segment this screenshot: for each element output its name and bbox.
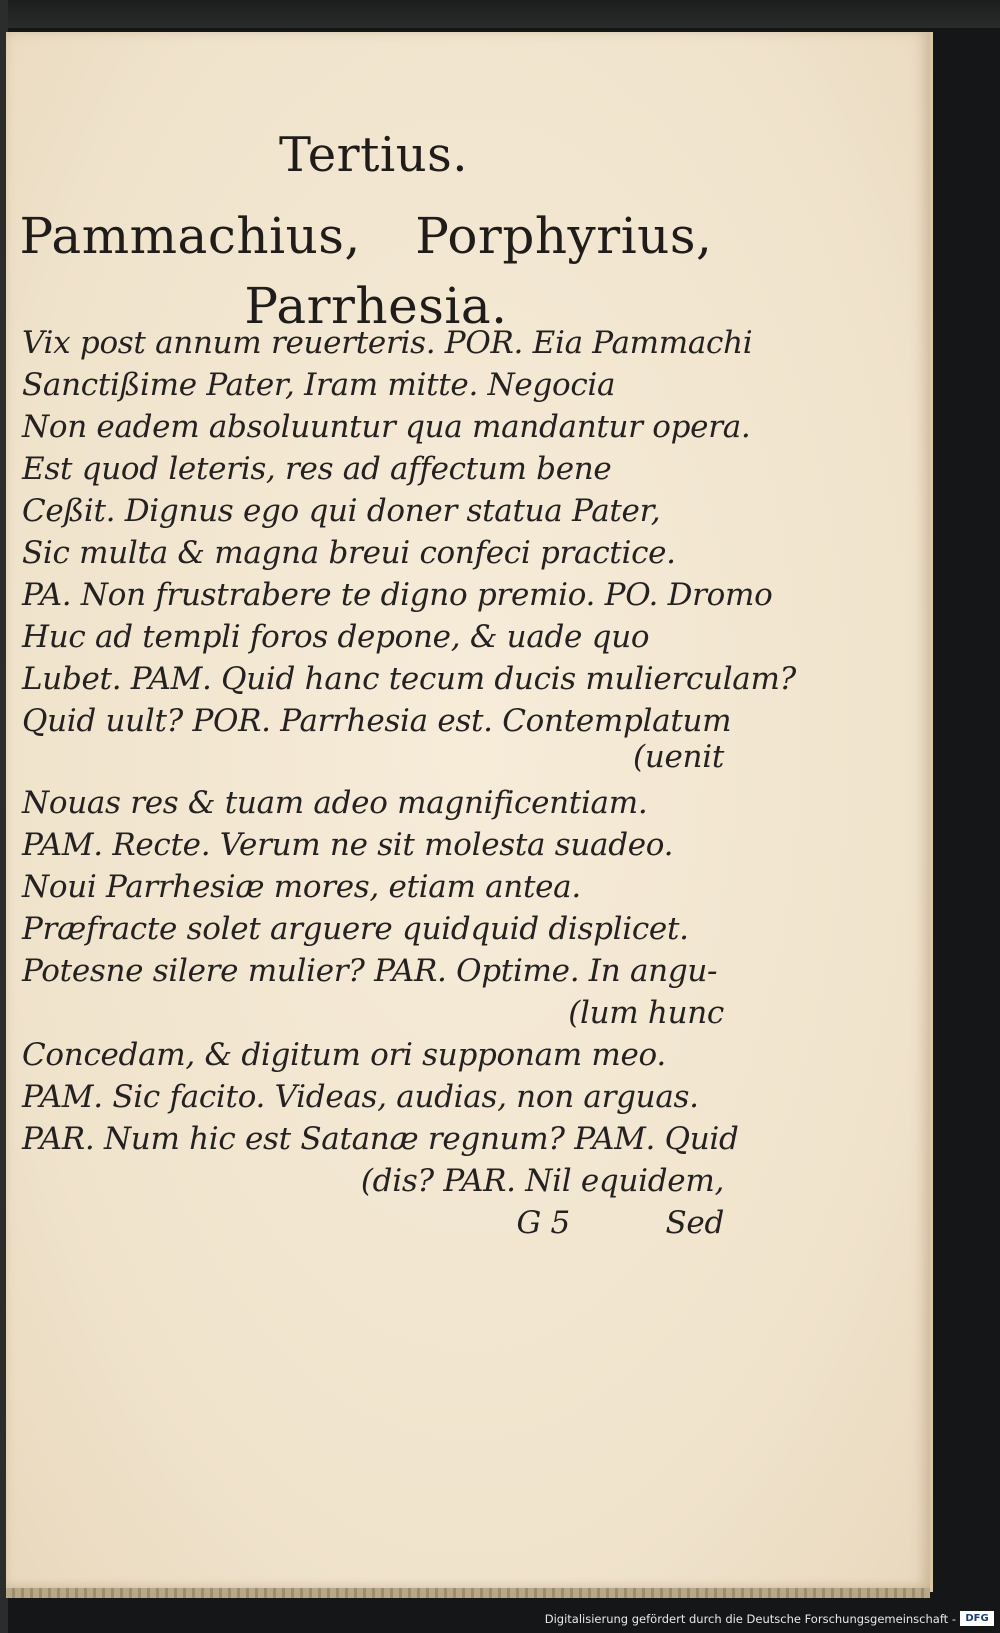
scan-top-edge [0, 0, 1000, 28]
book-page [6, 32, 933, 1592]
text-line: Vix post annum reuerteris. POR. Eia Pammachi [22, 325, 753, 361]
text-line: PAM. Sic facito. Videas, audias, non arguas. [22, 1079, 699, 1115]
catchword-signature: G 5 Sed [516, 1205, 724, 1241]
text-line-overflow: (lum hunc [568, 995, 724, 1031]
text-line: PAM. Recte. Verum ne sit molesta suadeo. [22, 827, 674, 863]
text-line-overflow: (dis? PAR. Nil equidem, [360, 1163, 724, 1199]
text-line: PAR. Num hic est Satanæ regnum? PAM. Quid [22, 1121, 739, 1157]
text-line: Non eadem absoluuntur qua mandantur opera. [22, 409, 751, 445]
digitization-credit: Digitalisierung gefördert durch die Deutsche Forschungsgemeinschaft - [544, 1612, 956, 1626]
text-line: Noui Parrhesiæ mores, etiam antea. [22, 869, 581, 905]
page-heading-tertius: Tertius. [278, 127, 469, 183]
text-line: Huc ad templi foros depone, & uade quo [22, 619, 650, 655]
text-line: Sanctißime Pater, Iram mitte. Negocia [22, 367, 616, 403]
page-bottom-edge [6, 1588, 930, 1598]
text-line: Lubet. PAM. Quid hanc tecum ducis mulierculam? [22, 661, 796, 697]
text-line: Concedam, & digitum ori supponam meo. [22, 1037, 666, 1073]
page-heading-characters: Pammachius, Porphyrius, [19, 207, 713, 265]
text-line: Quid uult? POR. Parrhesia est. Contemplatum [22, 703, 732, 739]
text-line: Nouas res & tuam adeo magnificentiam. [22, 785, 648, 821]
text-line: Est quod leteris, res ad affectum bene [22, 451, 612, 487]
text-line: Ceßit. Dignus ego qui doner statua Pater, [22, 493, 661, 529]
text-line: Potesne silere mulier? PAR. Optime. In angu- [22, 953, 718, 989]
page-heading-parrhesia: Parrhesia. [244, 277, 508, 335]
dfg-logo-icon: DFG [960, 1611, 994, 1626]
text-line: Præfracte solet arguere quidquid displicet. [22, 911, 689, 947]
text-line: Sic multa & magna breui confeci practice. [22, 535, 676, 571]
text-line-overflow: (uenit [633, 739, 724, 775]
text-line: PA. Non frustrabere te digno premio. PO. Dromo [22, 577, 773, 613]
